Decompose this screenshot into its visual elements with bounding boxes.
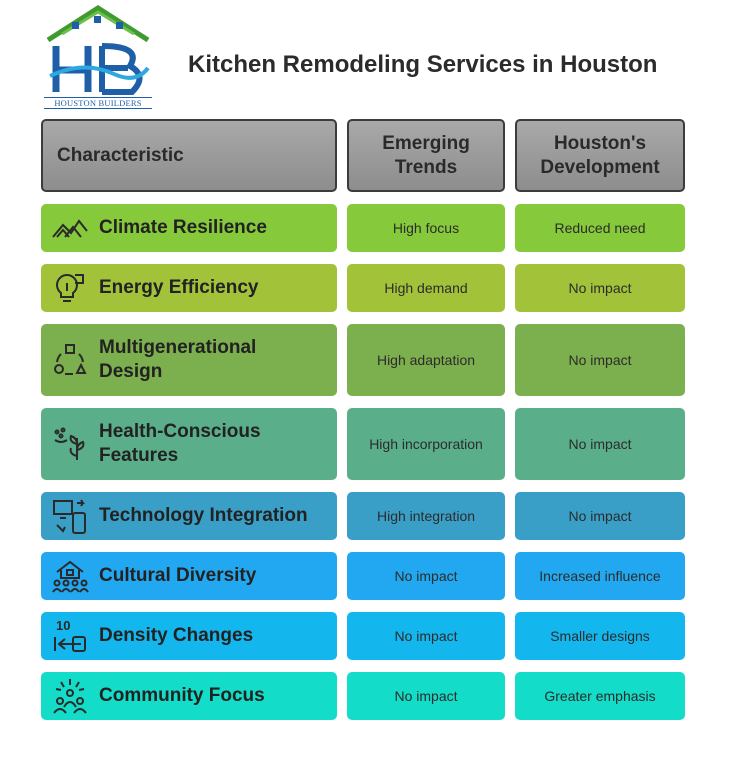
row-cultural-diversity [41,552,337,600]
houston-builders-logo [44,2,152,112]
mountains-icon [51,213,89,243]
houston-cell: Reduced need [515,204,685,252]
row-label: Community Focus [99,685,265,706]
row-climate-resilience [41,204,337,252]
emerging-cell: High focus [347,204,505,252]
row-label: Technology Integration [99,505,308,526]
shapes-icon [51,342,89,378]
row-label: Climate Resilience [99,217,267,238]
houston-cell: No impact [515,324,685,396]
houston-cell: No impact [515,408,685,480]
header-emerging-trends: Emerging Trends [347,119,505,192]
header-characteristic: Characteristic [41,119,337,192]
houston-cell: Increased influence [515,552,685,600]
row-technology-integration [41,492,337,540]
emerging-cell: High integration [347,492,505,540]
group-focus-icon [51,677,89,715]
emerging-cell: High incorporation [347,408,505,480]
row-multigenerational-design [41,324,337,396]
logo-caption: HOUSTON BUILDERS [44,97,152,109]
emerging-cell: High adaptation [347,324,505,396]
row-density-changes [41,612,337,660]
lightbulb-icon [51,271,89,305]
header-houston-development: Houston's Development [515,119,685,192]
page-title: Kitchen Remodeling Services in Houston [188,51,658,78]
houston-cell: No impact [515,264,685,312]
community-house-icon [51,558,89,594]
row-label: Density Changes [99,625,254,646]
houston-cell: Smaller designs [515,612,685,660]
emerging-cell: No impact [347,672,505,720]
row-energy-efficiency [41,264,337,312]
houston-cell: No impact [515,492,685,540]
row-label: Cultural Diversity [99,565,257,586]
svg-text:10: 10 [56,618,71,633]
houston-cell: Greater emphasis [515,672,685,720]
devices-icon [51,497,89,535]
row-label: Health-Conscious Features [99,421,261,466]
emerging-cell: No impact [347,612,505,660]
row-label: Energy Efficiency [99,277,259,298]
row-community-focus [41,672,337,720]
density-icon [51,617,89,655]
row-label: Multigenerational Design [99,337,257,382]
emerging-cell: High demand [347,264,505,312]
health-leaf-icon [51,426,89,462]
emerging-cell: No impact [347,552,505,600]
row-health-conscious-features [41,408,337,480]
